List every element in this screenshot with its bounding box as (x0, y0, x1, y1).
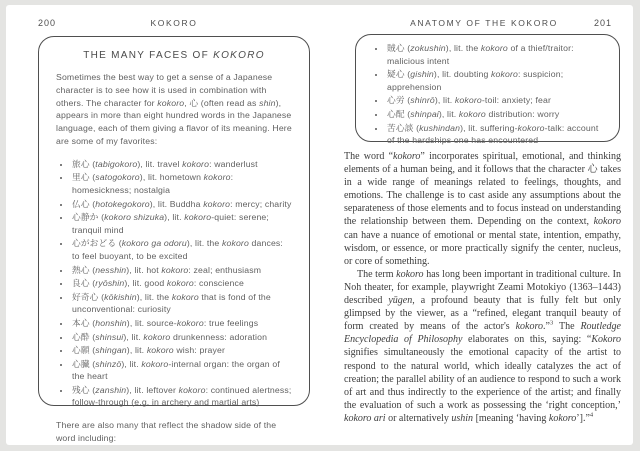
list-item: • 残心 (zanshin), lit. leftover kokoro: continued alertness; follow-through (e.g. in archery and martial arts) (71, 384, 292, 409)
list-item: • 本心 (honshin), lit. source-kokoro: true feelings (71, 317, 292, 330)
left-page-number: 200 (38, 18, 57, 28)
right-page-number: 201 (594, 18, 613, 28)
list-item: • 心願 (shingan), lit. kokoro wish: prayer (71, 344, 292, 357)
kokoro-words-list (56, 158, 292, 409)
list-item: • 疑心 (gishin), lit. doubting kokoro: suspicion; apprehension (386, 68, 604, 93)
list-item: • 心静か (kokoro shizuka), lit. kokoro-quiet: serene; tranquil mind (71, 211, 292, 236)
right-running-head: ANATOMY OF THE KOKORO (410, 18, 558, 28)
body-paragraph: The term kokoro has long been important in traditional culture. In Noh theater, for example, playwright Zeami Motokiyo (1363–1443) described yūgen, a profound beauty that is fully felt but only glimpsed by the viewer, as a “refined, elegant tranquil beauty of form created by means of the actor's kokoro.”$^3$ The Routledge Encyclopedia of Philosophy elaborates on this, saying: “Kokoro signifies simultaneously the emotional capacity of the artist to respond to the natural world, which ideally catalyzes the act of creation; the parallel ability of an audience to respond to such a work of art and thus indirectly to the experience of the artist; and finally the evaluation of such a work as possessing the ‘right conception,’ kokoro ari or alternatively ushin [meaning ‘having kokoro’].”$^4$ (344, 268, 622, 424)
list-item: • 好奇心 (kōkishin), lit. the kokoro that is fond of the unconventional: curiosity (71, 291, 292, 316)
list-item: • 心酔 (shinsui), lit. kokoro drunkenness: adoration (71, 331, 292, 344)
list-item: • 里心 (satogokoro), lit. hometown kokoro: homesickness; nostalgia (71, 171, 292, 196)
box-title: THE MANY FACES OF KOKORO (83, 50, 265, 61)
left-running-head: KOKORO (150, 18, 198, 28)
list-item: • 心臓 (shinzō), lit. kokoro-internal organ: the organ of the heart (71, 358, 292, 383)
body-paragraph: The word “kokoro” incorporates spiritual, emotional, and thinking elements of a human being, and it follows that the character 心 takes in a wide range of meanings related to feelings, thoughts, and emotions. The challenge is to cast aside any assumptions about the separateness of those elements and to focus instead on understanding the relationship between them. Depending on the context, kokoro can have a nuance of emotional or mental state, intention, empathy, wisdom, or essence, or more practically signify the center, nucleus, or core of something. (344, 151, 621, 267)
outro-paragraph: There are also many that reflect the shadow side of the word including: (56, 420, 277, 443)
body-text-column (344, 150, 621, 425)
list-item: • 賊心 (zokushin), lit. the kokoro of a thief/traitor: malicious intent (386, 42, 604, 67)
many-faces-callout-box (38, 36, 310, 443)
list-item: • 良心 (ryōshin), lit. good kokoro: conscience (71, 277, 292, 290)
list-item: • 仏心 (hotokegokoro), lit. Buddha kokoro: mercy; charity (71, 198, 292, 211)
list-item: • 心がおどる (kokoro ga odoru), lit. the kokoro dances: to feel buoyant, to be excited (71, 237, 292, 262)
page-sheet (6, 5, 633, 445)
intro-paragraph: Sometimes the best way to get a sense of a Japanese character is to see how it is used in combination with others. The character for kokoro, 心 (often read as shin), appears in more than eight hundred words in the Japanese language, each of them giving a flavor of its meaning. Here are some of my favorites: (56, 72, 292, 146)
list-item: • 熱心 (nesshin), lit. hot kokoro: zeal; enthusiasm (71, 264, 292, 277)
list-item: • 旅心 (tabigokoro), lit. travel kokoro: wanderlust (71, 158, 292, 171)
shadow-words-list (371, 42, 604, 147)
shadow-side-callout-box (355, 34, 620, 146)
list-item: • 心労 (shinrō), lit. kokoro-toil: anxiety; fear (386, 94, 604, 107)
list-item: • 苦心談 (kushindan), lit. suffering-kokoro-talk: account of the hardships one has encountered (386, 122, 604, 147)
list-item: • 心配 (shinpai), lit. kokoro distribution: worry (386, 108, 604, 121)
